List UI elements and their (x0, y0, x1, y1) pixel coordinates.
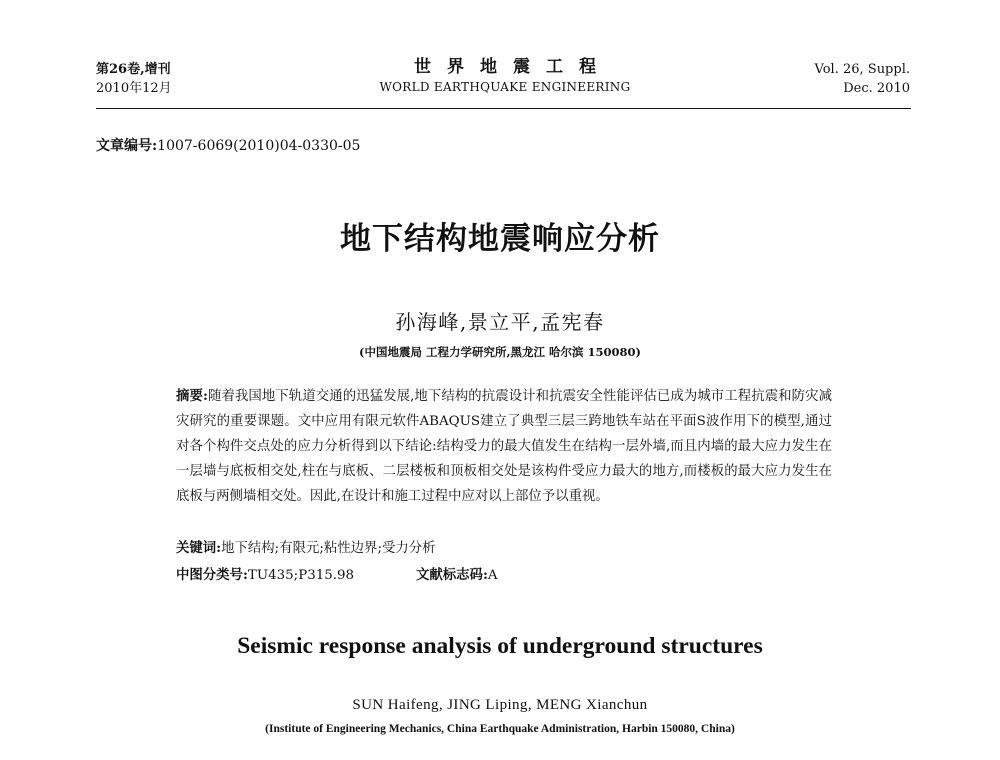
authors-cn: 孙海峰,景立平,孟宪春 (395, 310, 605, 334)
keywords-label: 关键词: (176, 540, 222, 556)
header-journal (300, 56, 710, 96)
header-right (815, 60, 910, 98)
paper-title-cn: 地下结构地震响应分析 (340, 221, 660, 257)
keywords-text: 地下结构;有限元;粘性边界;受力分析 (221, 541, 436, 556)
journal-name-cn: 世界地震工程 (414, 57, 612, 77)
classification (176, 564, 832, 587)
affiliation-en: (Institute of Engineering Mechanics, China Earthquake Administration, Harbin 150080, China) (265, 723, 735, 735)
abstract-cn (176, 384, 832, 509)
article-number (96, 135, 360, 155)
journal-name-en: WORLD EARTHQUAKE ENGINEERING (379, 80, 631, 94)
document-code (416, 564, 498, 587)
header-volume-cn: 第26卷,增刊 (96, 62, 171, 77)
clc-label: 中图分类号: (176, 567, 248, 583)
header-date-cn: 2010年12月 (96, 81, 172, 96)
keywords (176, 537, 832, 560)
abstract-label: 摘要: (176, 388, 208, 404)
affiliation-cn: (中国地震局 工程力学研究所,黑龙江 哈尔滨 150080) (359, 345, 641, 359)
document-code-value: A (487, 568, 498, 583)
paper-title-en: Seismic response analysis of underground structures (237, 633, 763, 659)
header-volume-en: Vol. 26, Suppl. (814, 62, 910, 77)
authors-en: SUN Haifeng, JING Liping, MENG Xianchun (352, 697, 648, 713)
header-left (96, 60, 172, 98)
abstract-text: 随着我国地下轨道交通的迅猛发展,地下结构的抗震设计和抗震安全性能评估已成为城市工程抗震和防灾减灾研究的重要课题。文中应用有限元软件ABAQUS建立了典型三层三跨地铁车站在平面S波作用下的模型,通过对各个构件交点处的应力分析得到以下结论:结构受力的最大值发生在结构一层外墙,而且内墙的最大应力发生在一层墙与底板相交处,柱在与底板、二层楼板和顶板相交处是该构件受应力最大的地方,而楼板的最大应力发生在底板与两侧墙相交处。因此,在设计和施工过程中应对以上部位予以重视。 (176, 389, 832, 504)
article-number-label: 文章编号: (96, 138, 158, 154)
header-date-en: Dec. 2010 (843, 81, 910, 96)
article-number-value: 1007-6069(2010)04-0330-05 (157, 138, 361, 154)
header-rule (96, 108, 911, 109)
clc-value: TU435;P315.98 (247, 568, 355, 583)
document-code-label: 文献标志码: (416, 567, 488, 583)
